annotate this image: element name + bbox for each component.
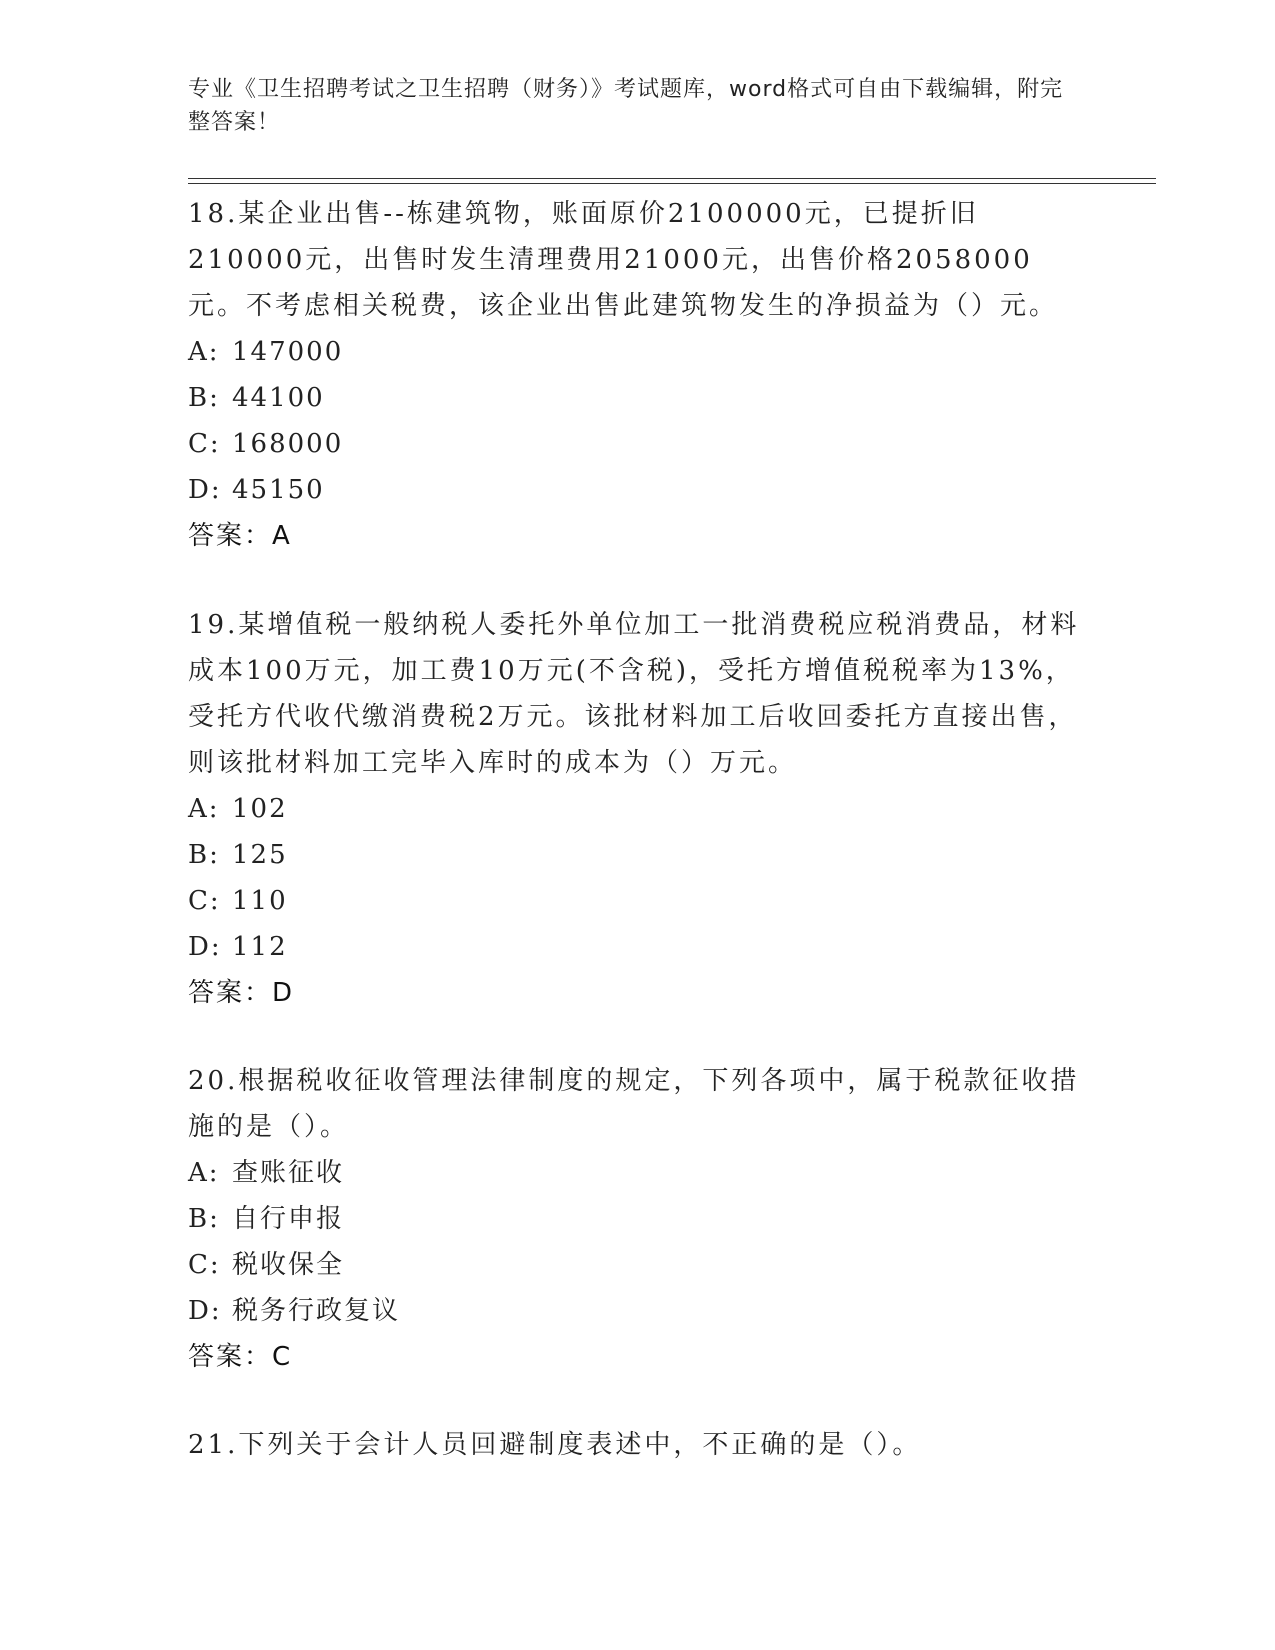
option-text: 税收保全	[232, 1250, 345, 1280]
option-d	[188, 467, 1088, 513]
option-letter: B:	[188, 1204, 220, 1234]
option-letter: D:	[188, 475, 222, 505]
header-divider-top	[188, 178, 1156, 179]
option-c	[188, 1242, 1088, 1288]
document-header: 专业《卫生招聘考试之卫生招聘（财务）》考试题库，word格式可自由下载编辑，附完整答案！	[188, 77, 1064, 135]
option-text: 44100	[232, 383, 325, 413]
option-letter: D:	[188, 1296, 222, 1326]
question-stem: 20.根据税收征收管理法律制度的规定，下列各项中，属于税款征收措施的是（）。	[188, 1066, 1080, 1142]
header-divider-bottom	[188, 183, 1156, 184]
option-text: 自行申报	[232, 1204, 345, 1234]
answer-line: 答案：C	[188, 1342, 293, 1372]
option-c	[188, 878, 1088, 924]
question-18	[188, 191, 1088, 559]
option-text: 查账征收	[232, 1158, 345, 1188]
question-stem: 21.下列关于会计人员回避制度表述中，不正确的是（）。	[188, 1430, 922, 1460]
option-letter: A:	[188, 1158, 220, 1188]
option-b	[188, 375, 1088, 421]
option-text: 112	[232, 932, 288, 962]
option-letter: B:	[188, 840, 220, 870]
option-letter: A:	[188, 337, 220, 367]
option-text: 147000	[232, 337, 344, 367]
question-stem: 18.某企业出售--栋建筑物，账面原价2100000元，已提折旧210000元，出售时发生清理费用21000元，出售价格2058000元。不考虑相关税费，该企业出售此建筑物发生的净损益为（）元。	[188, 199, 1059, 321]
option-b	[188, 1196, 1088, 1242]
option-a	[188, 329, 1088, 375]
option-text: 税务行政复议	[232, 1296, 401, 1326]
option-text: 168000	[232, 429, 344, 459]
answer-line: 答案：D	[188, 978, 295, 1008]
question-stem: 19.某增值税一般纳税人委托外单位加工一批消费税应税消费品，材料成本100万元，加工费10万元(不含税)，受托方增值税税率为13%，受托方代收代缴消费税2万元。该批材料加工后收回委托方直接出售，则该批材料加工完毕入库时的成本为（）万元。	[188, 610, 1080, 778]
option-letter: B:	[188, 383, 220, 413]
option-text: 110	[232, 886, 288, 916]
option-letter: A:	[188, 794, 220, 824]
option-letter: C:	[188, 1250, 221, 1280]
option-d	[188, 1288, 1088, 1334]
option-d	[188, 924, 1088, 970]
question-21	[188, 1422, 1088, 1468]
option-letter: C:	[188, 886, 221, 916]
option-text: 45150	[232, 475, 325, 505]
option-letter: D:	[188, 932, 222, 962]
option-a	[188, 1150, 1088, 1196]
option-a	[188, 786, 1088, 832]
option-b	[188, 832, 1088, 878]
option-letter: C:	[188, 429, 221, 459]
option-c	[188, 421, 1088, 467]
option-text: 102	[232, 794, 288, 824]
question-20	[188, 1058, 1088, 1380]
question-19	[188, 602, 1088, 1016]
option-text: 125	[232, 840, 288, 870]
answer-line: 答案：A	[188, 521, 292, 551]
